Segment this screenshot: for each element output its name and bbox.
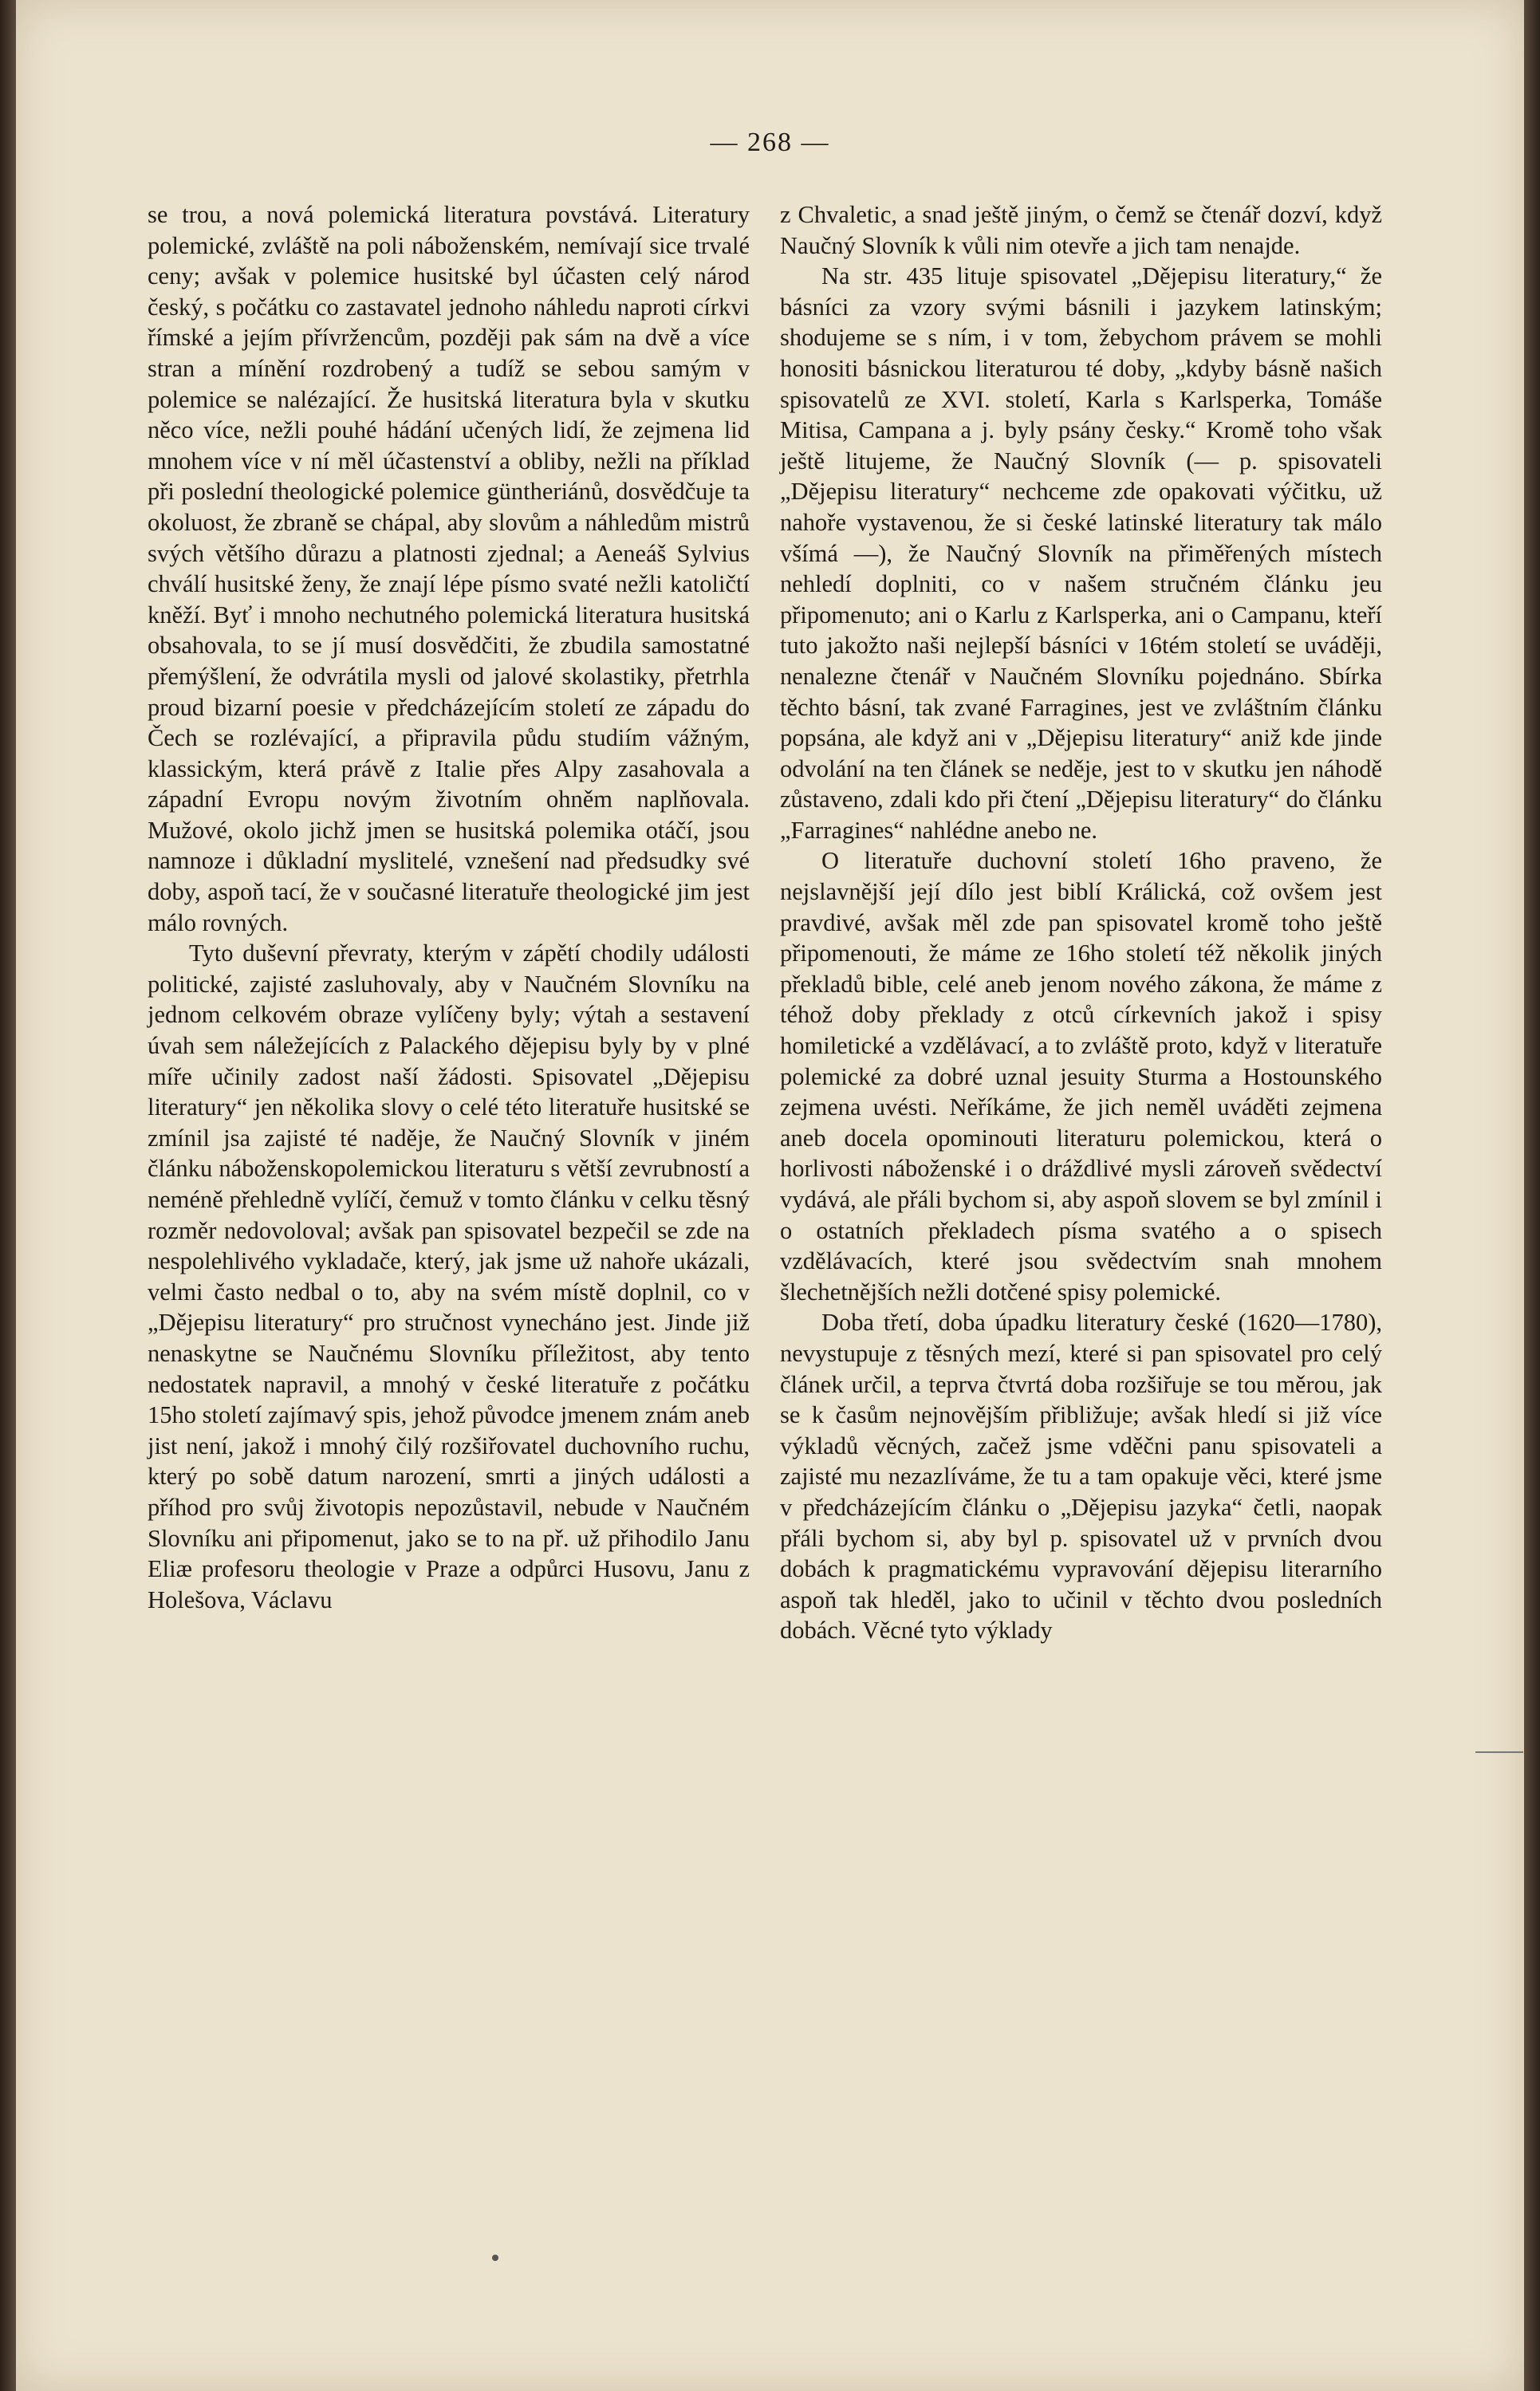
paragraph: O literatuře duchovní století 16ho praveno, že nejslavnější její dílo jest biblí Králická, což ovšem jest pravdivé, avšak měl zde pan spisovatel kromě toho ještě připomenouti, že máme ze 16ho století též několik jiných překladů bible, celé aneb jenom nového zákona, že máme z téhož doby překlady z otců církevních jakož i spisy homiletické a vzdělávací, a to zvláště proto, když v literatuře polemické za dobré uznal jesuity Sturma a Hostounského zejmena uvésti. Neříkáme, že jich neměl uváděti zejmena aneb docela opominouti literaturu polemickou, která o horlivosti náboženské i o dráždlivé mysli zároveň svědectví vydává, ale přáli bychom si, aby aspoň slovem se byl zmínil i o ostatních překladech písma svatého a o spisech vzdělávacích, které jsou svědectvím snah mnohem šlechetnějších nežli dotčené spisy polemické. <box>780 847 1382 1306</box>
left-column <box>148 199 750 1615</box>
paragraph: Doba třetí, doba úpadku literatury české (1620—1780), nevystupuje z těsných mezí, které si pan spisovatel pro celý článek určil, a teprva čtvrtá doba rozšiřuje se tou měrou, jak se k časům nejnovějším přibližuje; avšak hledí si již více výkladů věcných, začež jsme vděčni panu spisovateli a zajisté mu nezazlíváme, že tu a tam opakuje věci, které jsme v předcházejícím článku o „Dějepisu jazyka“ četli, naopak přáli bychom si, aby byl p. spisovatel už v prvních dvou dobách k pragmatickému vypravování dějepisu literarního aspoň tak hleděl, jako to učinil v těchto dvou posledních dobách. Věcné tyto výklady <box>780 1309 1382 1645</box>
page-number: — 268 — <box>710 128 830 157</box>
paragraph: Na str. 435 lituje spisovatel „Dějepisu literatury,“ že básníci za vzory svými básnili i jazykem latinským; shodujeme se s ním, i v tom, žebychom právem se mohli honositi básnickou literaturou té doby, „kdyby básně našich spisovatelů ze XVI. století, Karla s Karlsperka, Tomáše Mitisa, Campana a j. byly psány česky.“ Kromě toho však ještě litujeme, že Naučný Slovník (— p. spisovateli „Dějepisu literatury“ nechceme zde opakovati výčitku, už nahoře vystavenou, že si české latinské literatury tak málo všímá —), že Naučný Slovník na přiměřených místech nehledí doplniti, co v našem stručném článku jeu připomenuto; ani o Karlu z Karlsperka, ani o Campanu, kteří tuto jakožto naši nejlepší básníci v 16tém století se uváději, nenalezne čtenář v Naučném Slovníku pojednáno. Sbírka těchto básní, tak zvané Farragines, jest ve zvláštním článku popsána, ale když ani v „Dějepisu literatury“ aniž kde jinde odvolání na ten článek se neděje, jest to v skutku jen náhodě zůstaveno, zdali kdo při čtení „Dějepisu literatury“ do článku „Farragines“ nahlédne anebo ne. <box>780 262 1382 844</box>
paragraph: z Chvaletic, a snad ještě jiným, o čemž se čtenář dozví, když Naučný Slovník k vůli nim otevře a jich tam nenajde. <box>780 201 1382 259</box>
scan-edge-left <box>0 0 16 2391</box>
ink-dot <box>492 2255 498 2261</box>
document-page <box>16 0 1524 2391</box>
paragraph: se trou, a nová polemická literatura povstává. Literatury polemické, zvláště na poli náboženském, nemívají sice trvalé ceny; avšak v polemice husitské byl účasten celý národ český, s počátku co zastavatel jednoho náhledu naproti církvi římské a jejím přívržencům, později pak sám na dvě a více stran a mínění rozdrobený a tudíž se sebou samým v polemice se nalézající. Že husitská literatura byla v skutku něco více, nežli pouhé hádání učených lidí, že zejmena lid mnohem více v ní měl účastenství a obliby, nežli na příklad při poslední theologické polemice güntheriánů, dosvědčuje ta okoluost, že zbraně se chápal, aby slovům a náhledům mistrů svých většího důrazu a platnosti zjednal; a Aeneáš Sylvius chválí husitské ženy, že znají lépe písmo svaté nežli katoličtí kněží. Byť i mnoho nechutného polemická literatura husitská obsahovala, to se jí musí dosvědčiti, že zbudila samostatné přemýšlení, že odvrátila mysli od jalové skolastiky, přetrhla proud bizarní poesie v předcházejícím století ze západu do Čech se rozlévající, a připravila půdu studiím vážným, klassickým, která právě z Italie přes Alpy zasahovala a západní Evropu novým životním ohněm naplňovala. Mužové, okolo jichž jmen se husitská polemika otáčí, jsou namnoze i důkladní myslitelé, vznešení nad předsudky své doby, aspoň tací, že v současné literatuře theologické jim jest málo rovných. <box>148 201 750 936</box>
right-column <box>780 199 1382 1646</box>
paragraph: Tyto duševní převraty, kterým v zápětí chodily události politické, zajisté zasluhovaly, aby v Naučném Slovníku na jednom celkovém obraze vylíčeny byly; výtah a sestavení úvah sem náležejících z Palackého dějepisu byly by v plné míře učinily zadost naší žádosti. Spisovatel „Dějepisu literatury“ jen několika slovy o celé této literatuře husitské se zmínil jsa zajisté té naděje, že Naučný Slovník v jiném článku náboženskopolemickou literaturu s větší zevrubností a neméně přehledně vylíčí, čemuž v tomto článku v celku těsný rozměr nedovoloval; avšak pan spisovatel bezpečil se zde na nespolehlivého vykladače, který, jak jsme už nahoře ukázali, velmi často nedbal o to, aby na svém místě doplnil, co v „Dějepisu literatury“ pro stručnost vynecháno jest. Jinde již nenaskytne se Naučnému Slovníku příležitost, aby tento nedostatek napravil, a mnohý v české literatuře z počátku 15ho století zajímavý spis, jehož původce jmenem znám aneb jist není, jakož i mnohý čilý rozšiřovatel duchovního ruchu, který po sobě datum narození, smrti a jiných události a příhod pro svůj životopis nepozůstavil, nebude v Naučném Slovníku ani připomenut, jako se to na př. už přihodilo Janu Eliæ profesoru theologie v Praze a odpůrci Husovu, Janu z Holešova, Václavu <box>148 939 750 1613</box>
margin-mark <box>1475 1751 1523 1753</box>
scan-edge-right <box>1524 0 1540 2391</box>
